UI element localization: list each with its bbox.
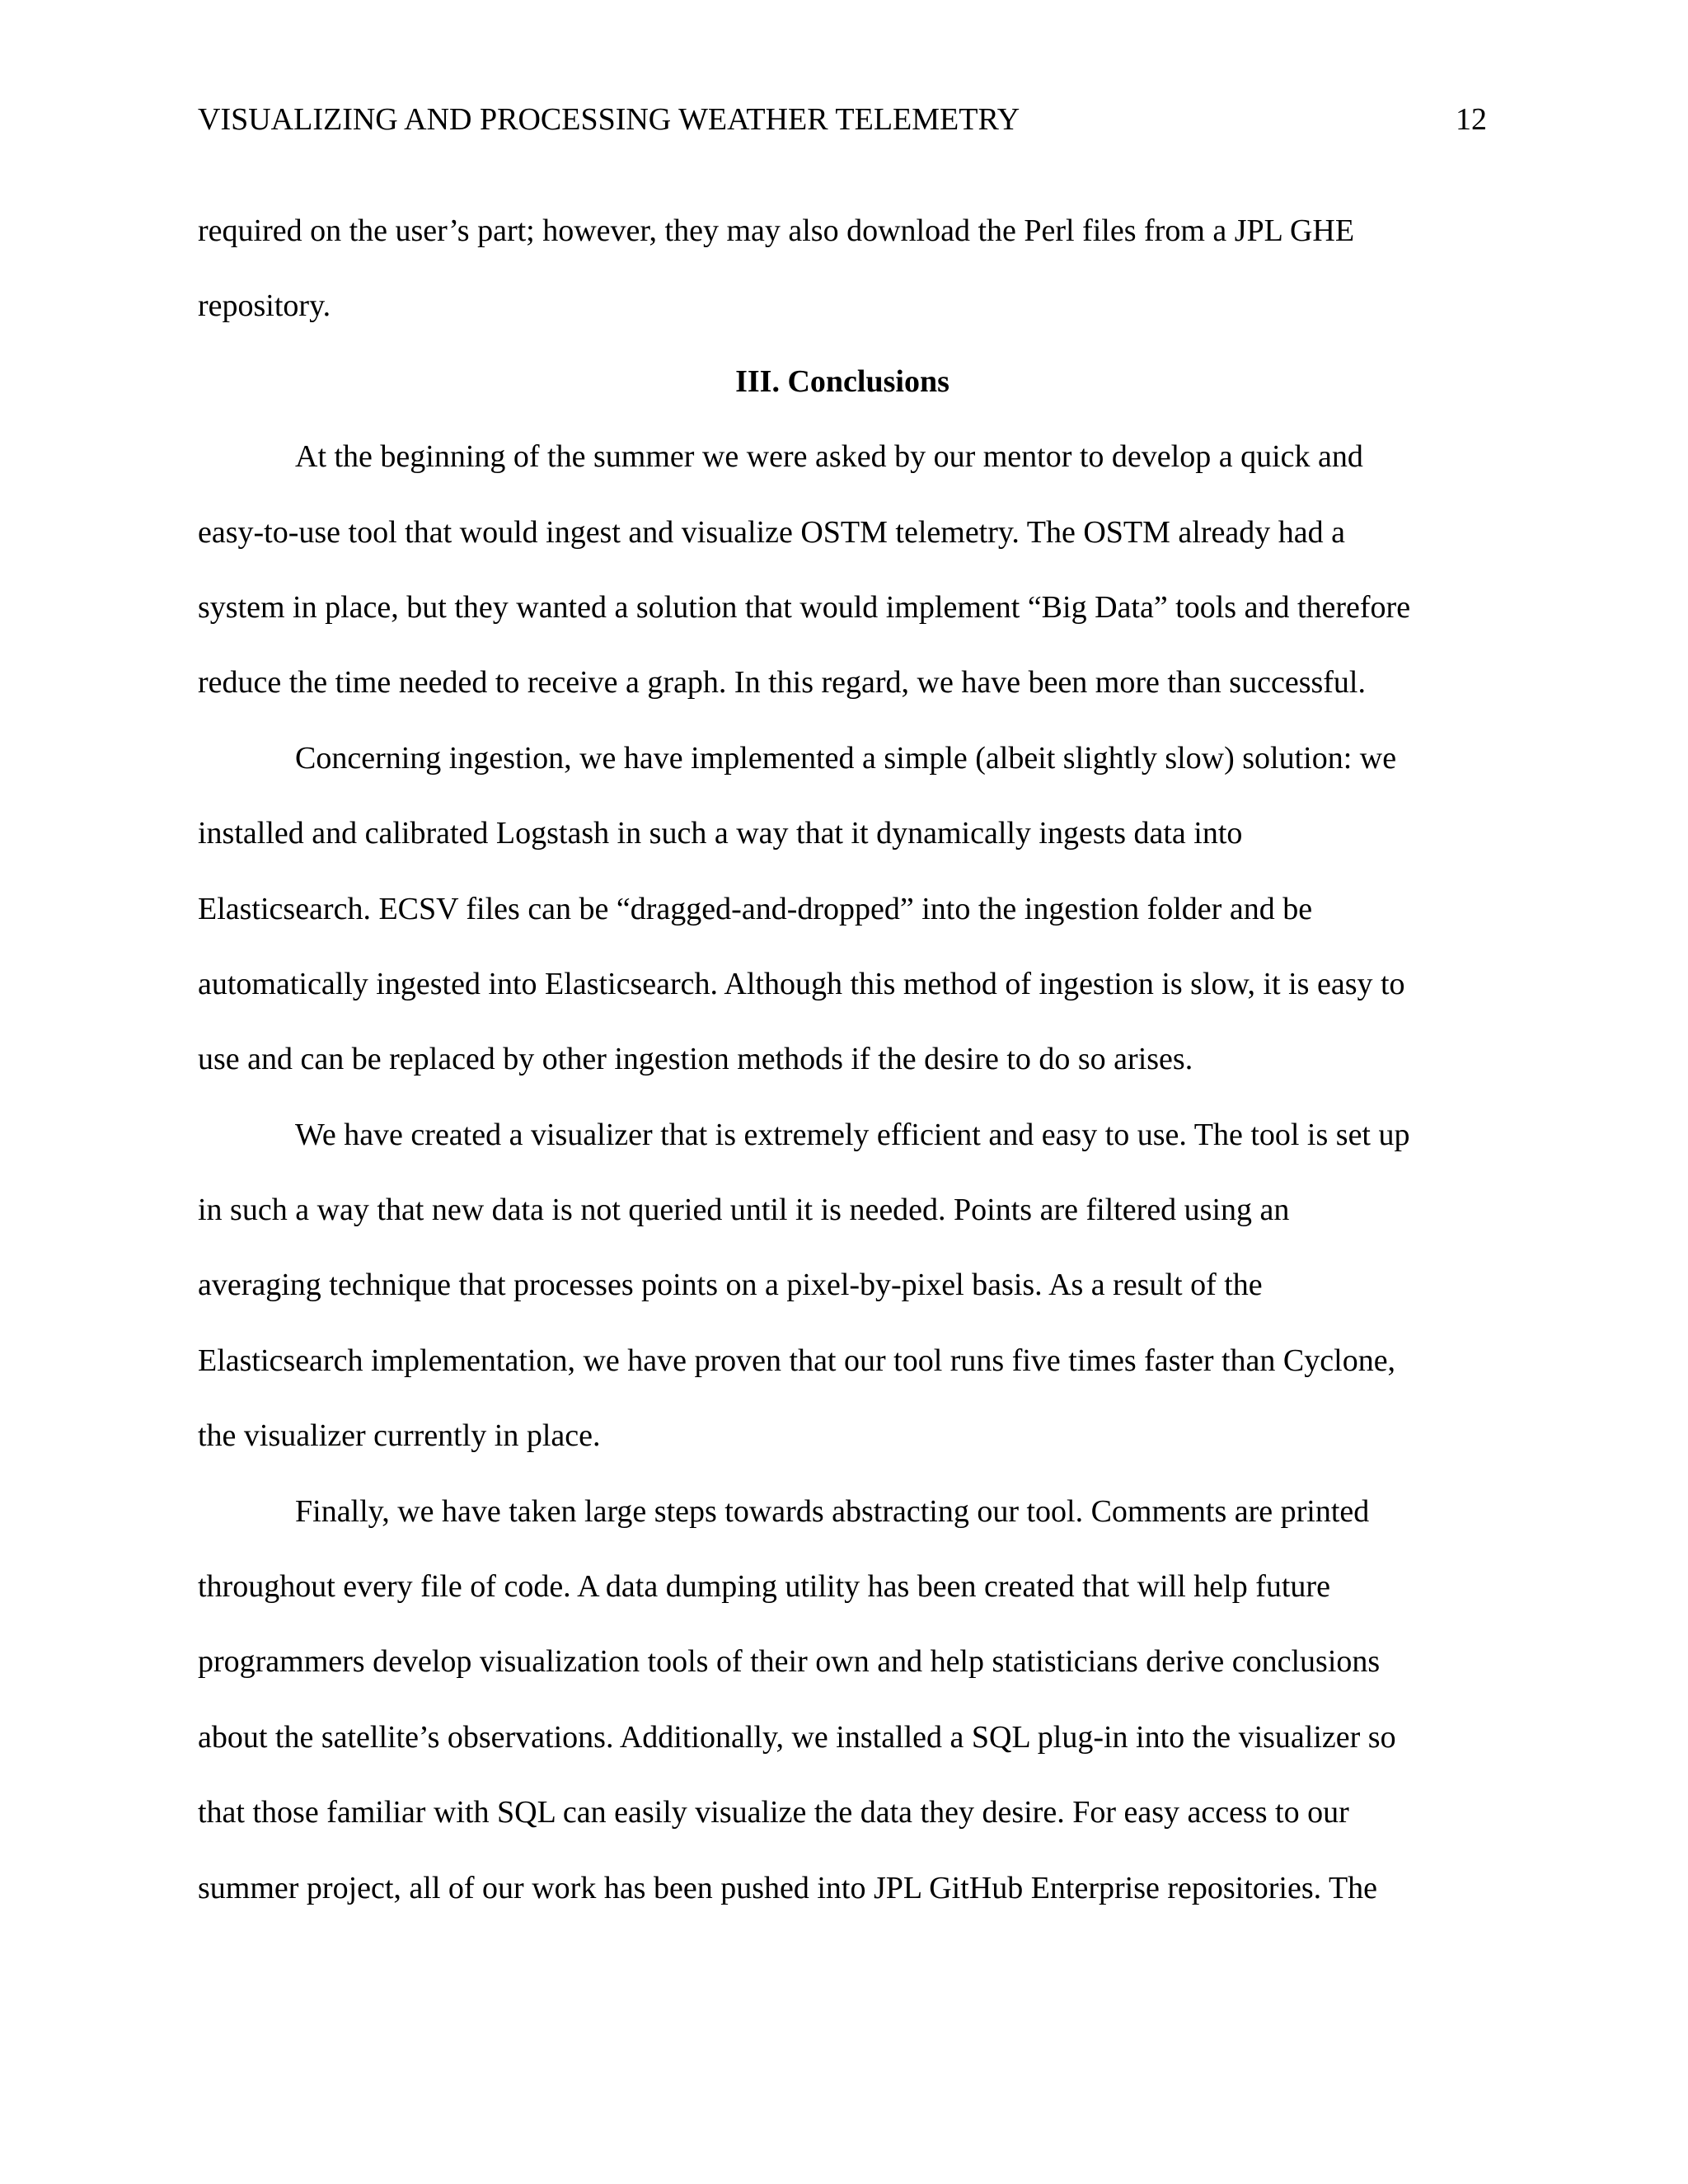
paragraph-line: the visualizer currently in place. [198,1418,601,1454]
paragraph-line: averaging technique that processes points on a pixel-by-pixel basis. As a result of the [198,1268,1263,1303]
paragraph-line: in such a way that new data is not queried until it is needed. Points are filtered using an [198,1193,1290,1228]
paragraph-line: required on the user’s part; however, they may also download the Perl files from a JPL GHE [198,213,1355,248]
paragraph-line: system in place, but they wanted a solution that would implement “Big Data” tools and therefore [198,589,1411,625]
paragraph-line: that those familiar with SQL can easily visualize the data they desire. For easy access to our [198,1795,1349,1830]
paragraph-line: about the satellite’s observations. Additionally, we installed a SQL plug-in into the visualizer so [198,1719,1396,1755]
paragraph-line: throughout every file of code. A data dumping utility has been created that will help future [198,1569,1330,1605]
running-title: VISUALIZING AND PROCESSING WEATHER TELEMETRY [198,102,1020,137]
paragraph-line: Elasticsearch implementation, we have proven that our tool runs five times faster than Cyclone, [198,1343,1396,1378]
paragraph-line: installed and calibrated Logstash in such a way that it dynamically ingests data into [198,816,1243,851]
paragraph-first-line: We have created a visualizer that is extremely efficient and easy to use. The tool is set up [295,1117,1410,1152]
paragraph-line: automatically ingested into Elasticsearch. Although this method of ingestion is slow, it is easy to [198,966,1405,1001]
document-body [198,194,1487,1926]
paragraph-line: easy-to-use tool that would ingest and visualize OSTM telemetry. The OSTM already had a [198,514,1345,550]
paragraph-first-line: Concerning ingestion, we have implemented a simple (albeit slightly slow) solution: we [295,740,1397,776]
paragraph-first-line: Finally, we have taken large steps towards abstracting our tool. Comments are printed [295,1493,1370,1529]
paragraph-line: Elasticsearch. ECSV files can be “dragged-and-dropped” into the ingestion folder and be [198,891,1313,926]
paragraph-first-line: At the beginning of the summer we were asked by our mentor to develop a quick and [295,439,1363,475]
paragraph-line: use and can be replaced by other ingestion methods if the desire to do so arises. [198,1042,1193,1077]
paragraph-line: programmers develop visualization tools of their own and help statisticians derive conclusions [198,1644,1381,1680]
page-number: 12 [1456,102,1487,137]
paragraph-line: reduce the time needed to receive a graph. In this regard, we have been more than successful. [198,665,1366,701]
section-heading: III. Conclusions [735,363,950,399]
paragraph-line: summer project, all of our work has been pushed into JPL GitHub Enterprise repositories. The [198,1870,1378,1905]
paragraph-line: repository. [198,288,331,324]
